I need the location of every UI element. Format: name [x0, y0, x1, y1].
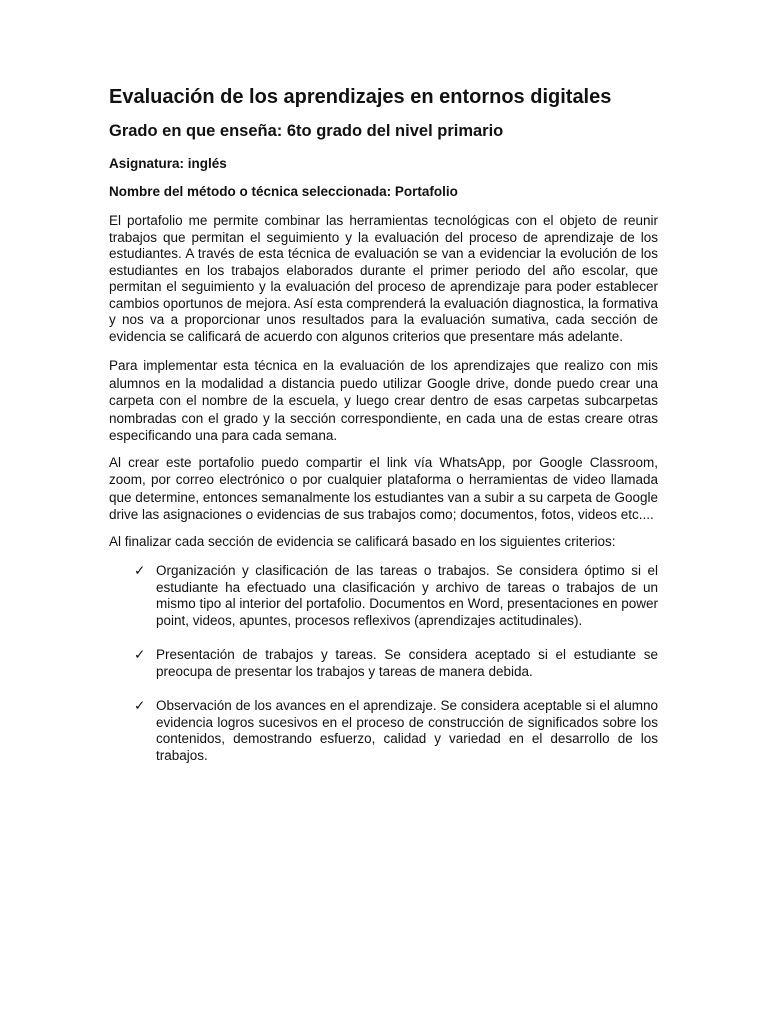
- paragraph-criteria-intro: Al finalizar cada sección de evidencia se calificará basado en los siguientes criterios:: [109, 533, 616, 549]
- document-title: Evaluación de los aprendizajes en entornos digitales: [109, 86, 612, 108]
- paragraph-sharing: Al crear este portafolio puedo compartir el link vía WhatsApp, por Google Classroom, zoom, por correo electrónico o por cualquier plataforma o herramientas de video llamada que determine, entonces semanalmente los estudiantes van a subir a su carpeta de Google drive las asignaciones o evidencias de sus trabajos como; documentos, fotos, videos etc....: [109, 454, 658, 522]
- criterion-observation: Observación de los avances en el aprendizaje. Se considera aceptable si el alumno evidencia logros sucesivos en el proceso de construcción de significados sobre los contenidos, demostrando esfuerzo, calidad y variedad en el desarrollo de los trabajos.: [156, 698, 658, 763]
- subject-heading: Asignatura: inglés: [109, 156, 227, 171]
- checkmark-icon: ✓: [134, 698, 146, 713]
- criterion-presentation: Presentación de trabajos y tareas. Se considera aceptado si el estudiante se preocupa de presentar los trabajos y tareas de manera debida.: [156, 647, 658, 679]
- criteria-list: [109, 563, 658, 764]
- method-heading: Nombre del método o técnica seleccionada: Portafolio: [109, 184, 458, 199]
- paragraph-intro: El portafolio me permite combinar las herramientas tecnológicas con el objeto de reunir trabajos que permitan el seguimiento y la evaluación del proceso de aprendizaje de los estudiantes. A través de esta técnica de evaluación se van a evidenciar la evolución de los estudiantes en los trabajos elaborados durante el primer periodo del año escolar, que permitan el seguimiento y la evaluación del proceso de aprendizaje para poder establecer cambios oportunos de mejora. Así esta comprenderá la evaluación diagnostica, la formativa y nos va a proporcionar unos resultados para la evaluación sumativa, cada sección de evidencia se calificará de acuerdo con algunos criterios que presentare más adelante.: [109, 213, 658, 344]
- criterion-organization: Organización y clasificación de las tareas o trabajos. Se considera óptimo si el estudiante ha efectuado una clasificación y archivo de tareas o trabajos de un mismo tipo al interior del portafolio. Documentos en Word, presentaciones en power point, videos, apuntes, procesos reflexivos (aprendizajes actitudinales).: [156, 563, 658, 628]
- paragraph-implementation: Para implementar esta técnica en la evaluación de los aprendizajes que realizo con mis alumnos en la modalidad a distancia puedo utilizar Google drive, donde puedo crear una carpeta con el nombre de la escuela, y luego crear dentro de esas carpetas subcarpetas nombradas con el grado y la sección correspondiente, en cada una de estas creare otras especificando una para cada semana.: [109, 358, 658, 443]
- document-page: [109, 84, 658, 782]
- checkmark-icon: ✓: [134, 563, 146, 578]
- list-item: [109, 563, 658, 629]
- checkmark-icon: ✓: [134, 647, 146, 662]
- list-item: [109, 647, 658, 680]
- list-item: [109, 698, 658, 764]
- grade-heading: Grado en que enseña: 6to grado del nivel primario: [109, 122, 504, 140]
